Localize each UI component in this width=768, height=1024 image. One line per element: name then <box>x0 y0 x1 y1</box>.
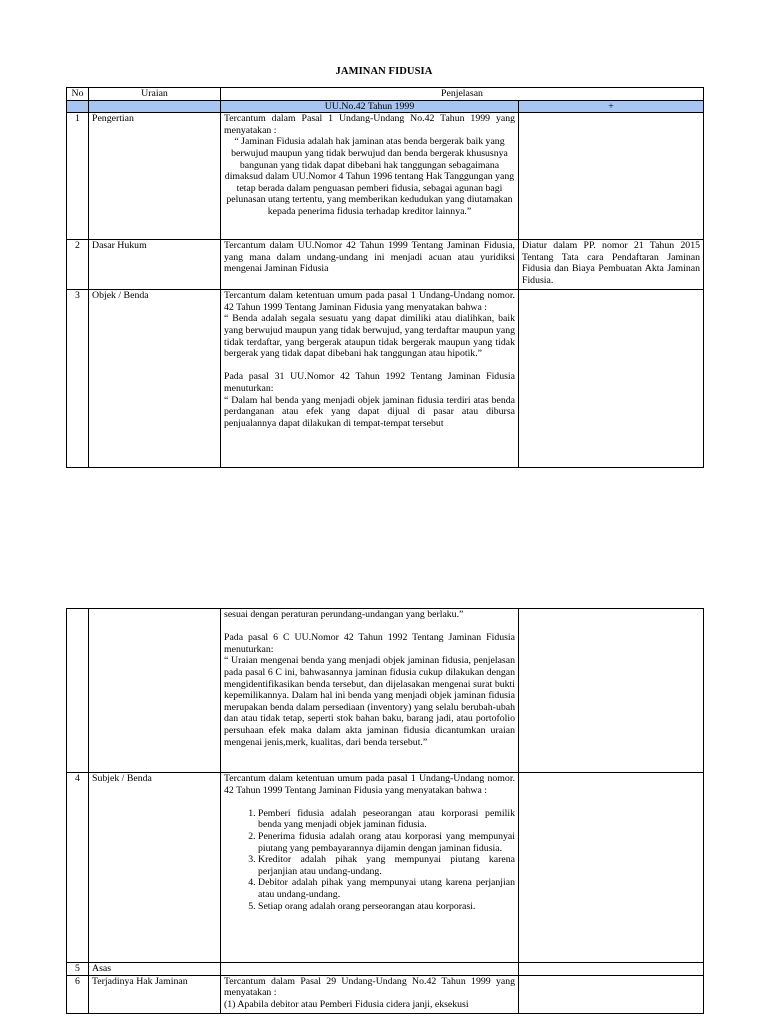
row-penjelasan-uu <box>221 773 519 963</box>
row-uraian: Pengertian <box>89 113 221 240</box>
subheader-plus: + <box>519 100 704 113</box>
list-item: 4. Debitor adalah pihak yang mempunyai utang karena perjanjian atau undang-undang. <box>258 877 515 900</box>
quote-paragraph: “ Benda adalah segala sesuatu yang dapat dimiliki atau dialihkan, baik yang berwujud maupun yang tidak berwujud, yang terdaftar maupun yang tidak terdaftar, yang bergerak ataupun tidak bergerak maupun yang tidak bergerak yang tidak dapat dibebani hak tanggungan atau hipotik.” <box>224 313 515 360</box>
row-penjelasan-uu: Tercantum dalam UU.Nomor 42 Tahun 1999 Tentang Jaminan Fidusia, yang mana dalam undang-undang ini menjadi acuan atau yuridiksi mengenai Jaminan Fidusia <box>221 240 519 290</box>
paragraph: Tercantum dalam ketentuan umum pada pasal 1 Undang-Undang nomor. 42 Tahun 1999 Tentang Jaminan Fidusia yang menyatakan bahwa : <box>224 773 515 796</box>
row-uraian: Objek / Benda <box>89 290 221 468</box>
list-item: 3. Kreditor adalah pihak yang mempunyai piutang karena perjanjian atau undang-undang. <box>258 854 515 877</box>
table-row <box>67 113 704 240</box>
table-row <box>67 773 704 963</box>
row-penjelasan-plus <box>519 290 704 468</box>
quote-paragraph: “ Jaminan Fidusia adalah hak jaminan atas benda bergerak baik yang berwujud maupun yang tidak berwujud dan benda bergerak khususnya bangunan yang tidak dapat dibebani hak tanggungan sebagaimana dimaksud dalam UU.Nomor 4 Tahun 1996 tentang Hak Tanggungan yang tetap berada dalam penguasan pemberi fidusia, sebagai agunan bagi pelunasan utang tertentu, yang memberikan kedudukan yang diutamakan kepada penerima fidusia terhadap kreditor lainnya.” <box>224 136 515 217</box>
paragraph: Tercantum dalam ketentuan umum pada pasal 1 Undang-Undang nomor. 42 Tahun 1999 Tentang Jaminan Fidusia yang menyatakan bahwa : <box>224 290 515 313</box>
row-penjelasan-uu <box>221 975 519 1013</box>
header-no: No <box>67 88 89 101</box>
table-subheader-row <box>67 100 704 113</box>
table-row <box>67 290 704 468</box>
subheader-uu: UU.No.42 Tahun 1999 <box>221 100 519 113</box>
row-uraian: Subjek / Benda <box>89 773 221 963</box>
fidusia-table-page-2 <box>66 608 704 1014</box>
paragraph: Tercantum dalam Pasal 1 Undang-Undang No.42 Tahun 1999 yang menyatakan : <box>224 113 515 136</box>
paragraph: Pada pasal 31 UU.Nomor 42 Tahun 1992 Tentang Jaminan Fidusia menuturkan: <box>224 371 515 394</box>
document-title: JAMINAN FIDUSIA <box>335 66 433 77</box>
quote-paragraph: “ Dalam hal benda yang menjadi objek jaminan fidusia terdiri atas benda perdanganan atau efek yang dapat dijual di pasar atau dibursa penjualannya dapat dilakukan di tempat-tempat tersebut <box>224 394 515 429</box>
row-number: 4 <box>67 773 89 963</box>
row-uraian: Asas <box>89 963 221 976</box>
table-row <box>67 240 704 290</box>
row-penjelasan-plus <box>519 113 704 240</box>
row-number: 5 <box>67 963 89 976</box>
row-number: 1 <box>67 113 89 240</box>
table-row <box>67 609 704 773</box>
row-number: 2 <box>67 240 89 290</box>
row-number: 3 <box>67 290 89 468</box>
paragraph: Pada pasal 6 C UU.Nomor 42 Tahun 1992 Tentang Jaminan Fidusia menuturkan: <box>224 632 515 655</box>
table-row <box>67 963 704 976</box>
fidusia-table-page-1 <box>66 87 704 468</box>
row-penjelasan-uu <box>221 290 519 468</box>
paragraph: Tercantum dalam Pasal 29 Undang-Undang No.42 Tahun 1999 yang menyatakan : <box>224 975 515 999</box>
row-uraian: Dasar Hukum <box>89 240 221 290</box>
header-uraian: Uraian <box>89 88 221 101</box>
row-uraian: Terjadinya Hak Jaminan <box>89 975 221 1013</box>
quote-paragraph: “ Uraian mengenai benda yang menjadi objek jaminan fidusia, penjelasan pada pasal 6 C ini, bahwasannya jaminan fidusia cukup dilakukan dengan mengidentifikasikan benda tersebut, dan dijelasakan mengenai surat bukti kepemilikannya. Dalam hal ini benda yang menjadi objek jaminan fidusia merupakan benda dalam persediaan (inventory) yang selalu berubah-ubah dan atau tidak tetap, seperti stok bahan baku, barang jadi, atau portofolio persuhaan efek maka dalam akta jaminan fidusia dicantumkan uraian mengenai jenis,merk, kualitas, dari benda tersebut.” <box>224 655 515 748</box>
table-row <box>67 975 704 1013</box>
row-penjelasan-plus: Diatur dalam PP. nomor 21 Tahun 2015 Tentang Tata cara Pendaftaran Jaminan Fidusia dan Biaya Pembuatan Akta Jaminan Fidusia. <box>519 240 704 290</box>
row-penjelasan-uu <box>221 113 519 240</box>
list-item: 2. Penerima fidusia adalah orang atau korporasi yang mempunyai piutang yang pembayarannya dijamin dengan jaminan fidusia. <box>258 831 515 854</box>
subject-list <box>224 808 515 912</box>
list-item: 5. Setiap orang adalah orang perseorangan atau korporasi. <box>258 901 515 913</box>
row-penjelasan-uu <box>221 609 519 773</box>
paragraph: (1) Apabila debitor atau Pemberi Fidusia cidera janji, eksekusi <box>224 998 469 1010</box>
list-item: 1. Pemberi fidusia adalah peseorangan atau korporasi pemilik benda yang menjadi objek jaminan fidusia. <box>258 808 515 831</box>
paragraph: sesuai dengan peraturan perundang-undangan yang berlaku.” <box>224 609 464 620</box>
row-number: 6 <box>67 975 89 1013</box>
table-header-row <box>67 88 704 101</box>
header-penjelasan: Penjelasan <box>221 88 704 101</box>
